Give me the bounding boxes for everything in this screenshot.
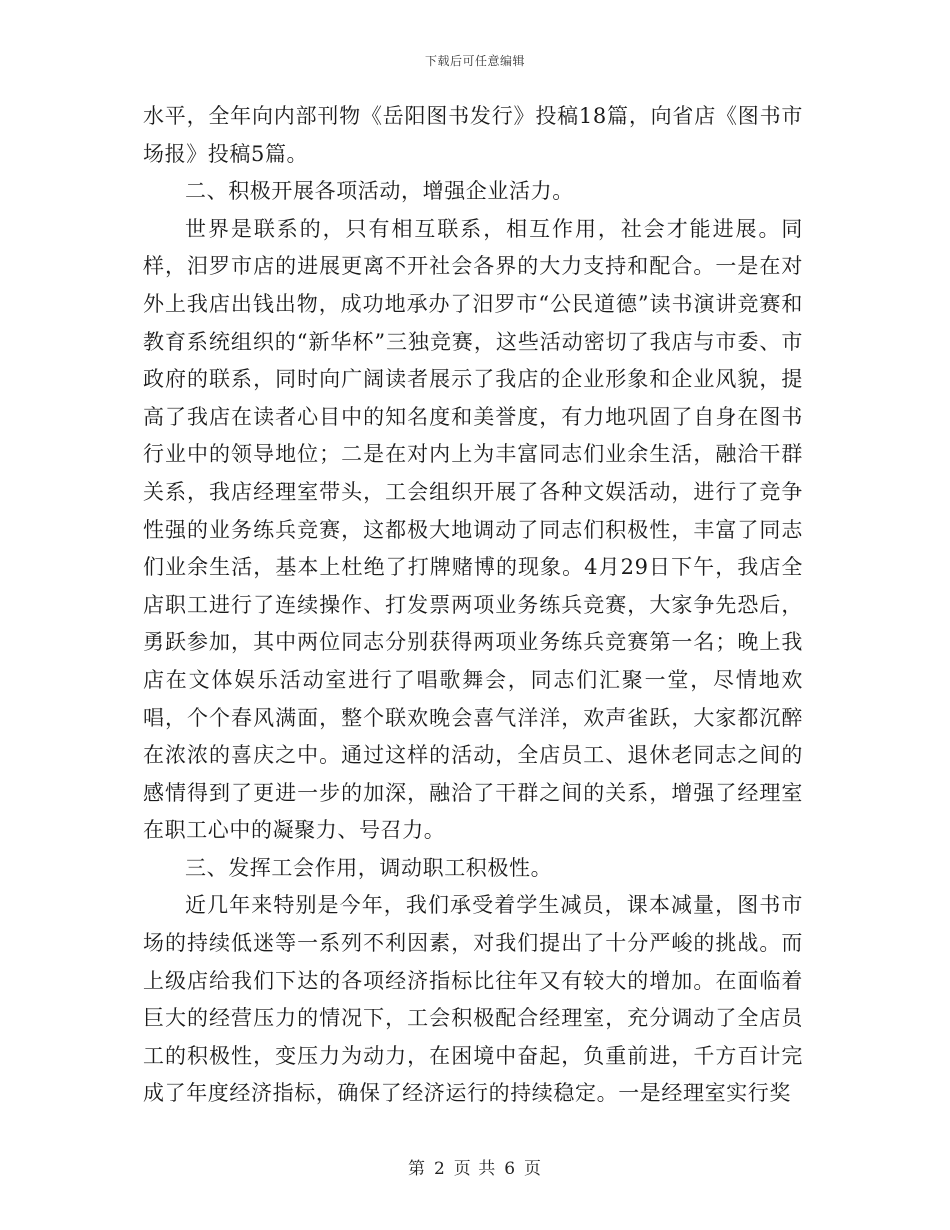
section-heading-3: 三、发挥工会作用，调动职工积极性。	[185, 855, 553, 880]
footer-current-page: 2	[433, 1159, 446, 1179]
footer-total-pages: 6	[504, 1159, 517, 1179]
footer-prefix: 第	[407, 1159, 426, 1179]
footer-suffix: 页	[524, 1159, 543, 1179]
document-body	[143, 98, 803, 1113]
paragraph-union: 近几年来特别是今年，我们承受着学生减员，课本减量，图书市场的持续低迷等一系列不利因素，对我们提出了十分严峻的挑战。而上级店给我们下达的各项经济指标比往年又有较大的增加。在面临着巨大的经营压力的情况下，工会积极配合经理室，充分调动了全店员工的积极性，变压力为动力，在困境中奋起，负重前进，千方百计完成了年度经济指标，确保了经济运行的持续稳定。一是经理室实行奖	[143, 893, 803, 1106]
paragraph-activities: 世界是联系的，只有相互联系，相互作用，社会才能进展。同样，汨罗市店的进展更离不开社会各界的大力支持和配合。一是在对外上我店出钱出物，成功地承办了汨罗市“公民道德”读书演讲竞赛和教育系统组织的“新华杯”三独竞赛，这些活动密切了我店与市委、市政府的联系，同时向广阔读者展示了我店的企业形象和企业风貌，提高了我店在读者心目中的知名度和美誉度，有力地巩固了自身在图书行业中的领导地位；二是在对内上为丰富同志们业余生活，融洽干群关系，我店经理室带头，工会组织开展了各种文娱活动，进行了竞争性强的业务练兵竞赛，这都极大地调动了同志们积极性，丰富了同志们业余生活，基本上杜绝了打牌赌博的现象。4月29日下午，我店全店职工进行了连续操作、打发票两项业务练兵竞赛，大家争先恐后，勇跃参加，其中两位同志分别获得两项业务练兵竞赛第一名；晚上我店在文体娱乐活动室进行了唱歌舞会，同志们汇聚一堂，尽情地欢唱，个个春风满面，整个联欢晚会喜气洋洋，欢声雀跃，大家都沉醉在浓浓的喜庆之中。通过这样的活动，全店员工、退休老同志之间的感情得到了更进一步的加深，融洽了干群之间的关系，增强了经理室在职工心中的凝聚力、号召力。	[143, 216, 803, 843]
page-footer	[0, 1154, 950, 1179]
header-note: 下载后可任意编辑	[424, 54, 525, 68]
section-heading-2: 二、积极开展各项活动，增强企业活力。	[185, 179, 574, 204]
paragraph-continuation: 水平，全年向内部刊物《岳阳图书发行》投稿18篇，向省店《图书市场报》投稿5篇。	[143, 104, 803, 166]
footer-middle: 页 共	[453, 1159, 497, 1179]
